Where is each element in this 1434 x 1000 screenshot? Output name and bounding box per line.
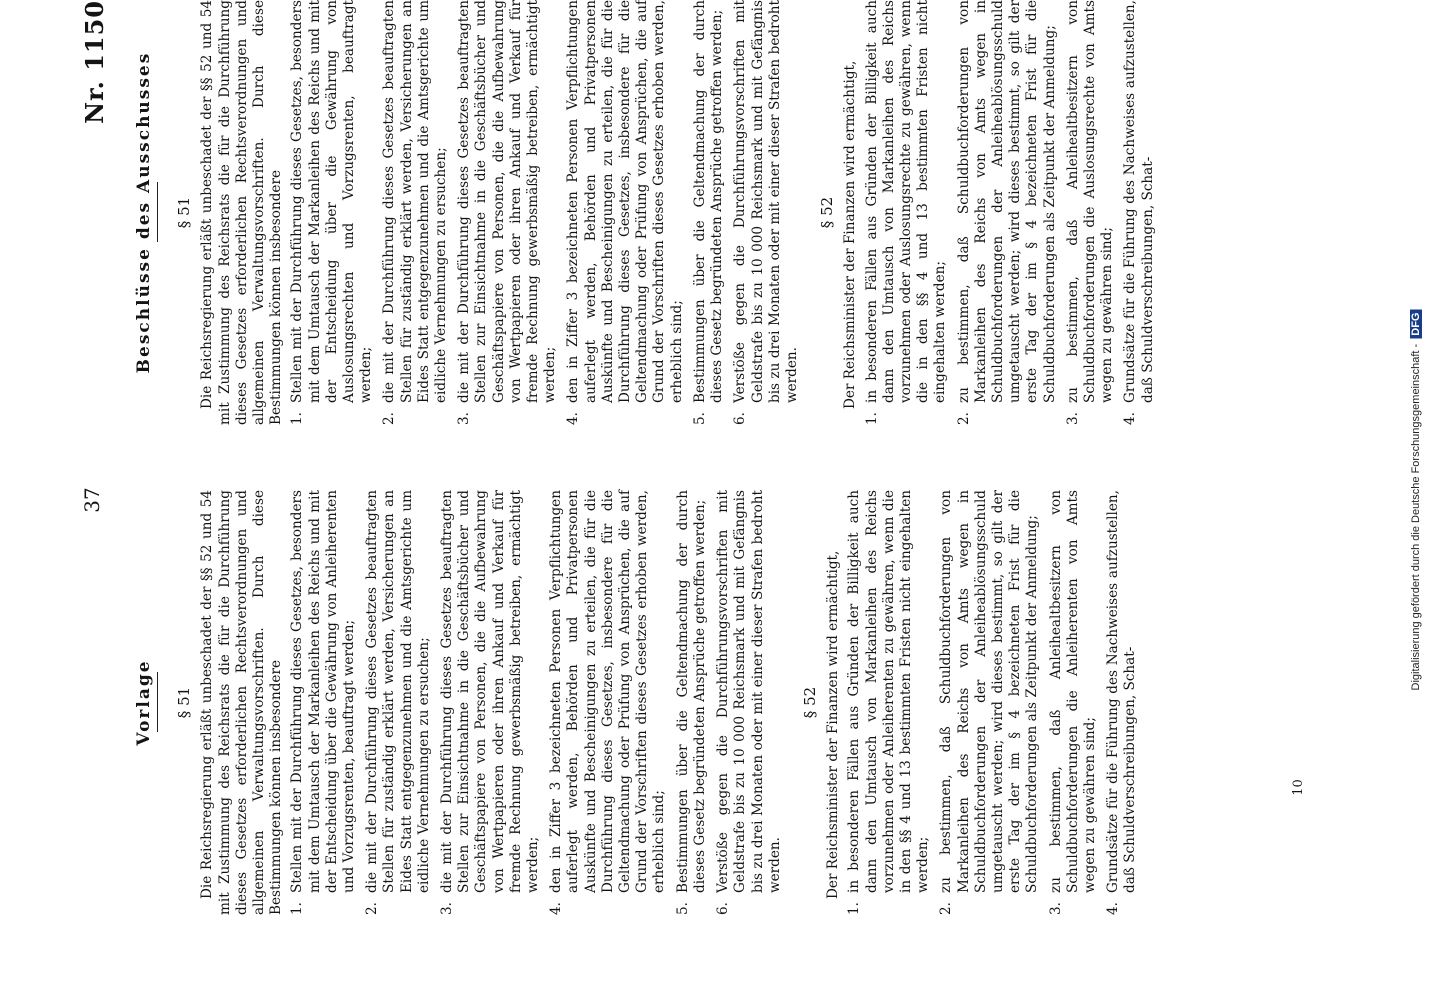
item-text: den in Ziffer 3 bezeichneten Personen Verpflichtungen auferlegt werden, Behörden und Privatpersonen Auskünfte und Bescheinigungen zu erteilen, die für die Durchführung dieses Gesetzes, insbesondere für die Geltendmachung oder Prüfung von Ansprüchen, die auf Grund der Vorschriften dieses Gesetzes erhoben werden, erheblich sind; [565, 0, 685, 403]
section-heading: § 51 [175, 686, 194, 719]
item-number: 3. [456, 412, 473, 425]
list-item [1122, 0, 1156, 425]
section-intro: Die Reichsregierung erläßt unbeschadet der §§ 52 und 54 mit Zustimmung des Reichsrats die für die Durchführung dieses Gesetzes erforderlichen Rechtsverordnungen und allgemeinen Verwaltungsvorschriften. Durch diese Bestimmungen können insbesondere [199, 490, 285, 915]
document-number: Nr. 1150 [80, 0, 109, 124]
item-number: 5. [674, 902, 691, 915]
item-text: in besonderen Fällen aus Gründen der Billigkeit auch dann den Umtausch von Markanleihen des Reichs vorzunehmen oder Anleiherenten zu gewähren, wenn die in den §§ 4 und 13 bestimmten Fristen nicht eingehalten werden; [846, 490, 932, 893]
list-item [548, 490, 668, 915]
section-heading: § 52 [800, 686, 819, 719]
item-number: 1. [289, 902, 306, 915]
item-text: Stellen mit der Durchführung dieses Gesetzes, besonders mit dem Umtausch der Markanleihen des Reichs und mit der Entscheidung über die Gewährung von Auslosungsrechten und Vorzugsrenten, beauftragt werden; [289, 0, 375, 403]
item-number: 4. [1122, 412, 1139, 425]
section-intro: Die Reichsregierung erläßt unbeschadet der §§ 52 und 54 mit Zustimmung des Reichsrats die für die Durchführung dieses Gesetzes erforderlichen Rechtsverordnungen und allgemeinen Verwaltungsvorschriften. Durch diese Bestimmungen können insbesondere [199, 0, 285, 425]
item-number: 1. [289, 412, 306, 425]
item-text: Grundsätze für die Führung des Nachweises aufzustellen, daß Schuldverschreibungen, Schat- [1105, 490, 1139, 893]
page-number: 37 [80, 487, 104, 513]
section-intro: Der Reichsminister der Finanzen wird ermächtigt, [842, 60, 859, 409]
item-text: die mit der Durchführung dieses Gesetzes beauftragten Stellen zur Einsichtnahme in die Geschäftsbücher und Geschäftspapiere von Personen, die die Aufbewahrung von Wertpapieren oder ihren Ankauf und Verkauf für fremde Rechnung gewerbsmäßig betreiben, ermächtigt werden; [439, 490, 542, 893]
dfg-logo: DFG [1410, 310, 1422, 339]
item-text: Stellen mit der Durchführung dieses Gesetzes, besonders mit dem Umtausch der Markanleihen des Reichs und mit der Entscheidung über die Gewährung von Anleiherenten und Vorzugsrenten, beauftragt werden; [289, 490, 358, 893]
item-text: Bestimmungen über die Geltendmachung der durch dieses Gesetz begründeten Ansprüche getroffen werden; [674, 490, 708, 893]
list-item [956, 0, 1059, 425]
list-item [381, 0, 450, 425]
document-page [80, 0, 1410, 1000]
item-number: 4. [1105, 902, 1122, 915]
item-text: den in Ziffer 3 bezeichneten Personen Verpflichtungen auferlegt werden, Behörden und Privatpersonen Auskünfte und Bescheinigungen zu erteilen, die für die Durchführung dieses Gesetzes, insbesondere für die Geltendmachung oder Prüfung von Ansprüchen, die auf Grund der Vorschriften dieses Gesetzes erhoben werden, erheblich sind; [548, 490, 668, 893]
list-item [439, 490, 542, 915]
digitization-credit [1410, 310, 1422, 691]
title-rule [157, 183, 158, 243]
item-number: 3. [1047, 902, 1064, 915]
item-text: Grundsätze für die Führung des Nachweises aufzustellen, daß Schuldverschreibungen, Schat- [1122, 0, 1156, 403]
list-item [675, 490, 709, 915]
item-number: 6. [715, 902, 732, 915]
item-number: 5. [691, 412, 708, 425]
list-item [1065, 0, 1117, 425]
list-item [846, 490, 932, 915]
item-list [846, 490, 1139, 915]
list-item [692, 0, 726, 425]
item-number: 2. [364, 902, 381, 915]
item-number: 2. [381, 412, 398, 425]
item-list [289, 0, 801, 425]
list-item [289, 490, 358, 915]
column-beschluesse [128, 0, 1408, 425]
item-number: 3. [439, 902, 456, 915]
item-number: 2. [955, 412, 972, 425]
section-intro: Der Reichsminister der Finanzen wird ermächtigt, [825, 550, 842, 899]
list-item [938, 490, 1041, 915]
list-item [715, 490, 784, 915]
item-text: zu bestimmen, daß Anleihealtbesitzern von Schuldbuchforderungen die Auslosungsrechte von Amts wegen zu gewähren sind; [1064, 0, 1116, 403]
section-heading: § 52 [818, 196, 837, 229]
list-item [289, 0, 375, 425]
item-number: 6. [732, 412, 749, 425]
item-text: die mit der Durchführung dieses Gesetzes beauftragten Stellen für zuständig erklärt werden, Versicherungen an Eides Statt entgegenzunehmen und die Amtsgerichte um eidliche Vernehmungen zu ersuchen; [381, 0, 450, 403]
item-list [289, 490, 783, 915]
item-text: Verstöße gegen die Durchführungsvorschriften mit Geldstrafe bis zu 10 000 Reichsmark und mit Gefängnis bis zu drei Monaten oder mit einer dieser Strafen bedroht werden. [715, 490, 783, 893]
item-number: 4. [565, 412, 582, 425]
footer-number: 10 [1290, 779, 1306, 796]
item-number: 1. [863, 412, 880, 425]
section-heading: § 51 [175, 196, 194, 229]
list-item [1105, 490, 1139, 915]
column-vorlage [128, 490, 1408, 915]
item-number: 4. [548, 902, 565, 915]
title-rule [157, 673, 158, 733]
digitization-note: Digitalisierung gefördert durch die Deutsche Forschungsgemeinschaft - [1410, 343, 1422, 691]
item-text: zu bestimmen, daß Schuldbuchforderungen von Markanleihen des Reichs von Amts wegen in Schuldbuchforderungen der Anleiheablösungsschuld umgetauscht werden; wird dieses bestimmt, so gilt der erste Tag der im § 4 bezeichneten Frist für die Schuldbuchforderungen als Zeitpunkt der Anmeldung; [955, 0, 1058, 403]
list-item [732, 0, 801, 425]
item-text: die mit der Durchführung dieses Gesetzes beauftragten Stellen für zuständig erklärt werden, Versicherungen an Eides Statt entgegenzunehmen und die Amtsgerichte um eidliche Vernehmungen zu ersuchen; [364, 490, 432, 893]
item-text: die mit der Durchführung dieses Gesetzes beauftragten Stellen zur Einsichtnahme in die Geschäftsbücher und Geschäftspapiere von Personen, die die Aufbewahrung von Wertpapieren oder ihren Ankauf und Verkauf für fremde Rechnung gewerbsmäßig betreiben, ermächtigt werden; [456, 0, 559, 403]
column-title: Beschlüsse des Ausschusses [134, 51, 154, 374]
item-number: 1. [846, 902, 863, 915]
item-text: Verstöße gegen die Durchführungsvorschriften mit Geldstrafe bis zu 10 000 Reichsmark und mit Gefängnis bis zu drei Monaten oder mit einer dieser Strafen bedroht werden. [732, 0, 800, 403]
list-item [364, 490, 433, 915]
list-item [864, 0, 950, 425]
column-title: Vorlage [134, 659, 154, 746]
list-item [1048, 490, 1100, 915]
item-number: 3. [1064, 412, 1081, 425]
item-text: zu bestimmen, daß Anleihealtbesitzern von Schuldbuchforderungen die Anleiherenten von Amts wegen zu gewähren sind; [1047, 490, 1098, 893]
item-text: zu bestimmen, daß Schuldbuchforderungen von Markanleihen des Reichs von Amts wegen in Schuldbuchforderungen der Anleiheablösungsschuld umgetauscht werden; wird dieses bestimmt, so gilt der erste Tag der im § 4 bezeichneten Frist für die Schuldbuchforderungen als Zeitpunkt der Anmeldung; [938, 490, 1041, 893]
item-list [864, 0, 1157, 425]
list-item [456, 0, 559, 425]
item-text: in besonderen Fällen aus Gründen der Billigkeit auch dann den Umtausch von Markanleihen des Reichs vorzunehmen oder Auslosungsrechte zu gewähren, wenn die in den §§ 4 und 13 bestimmten Fristen nicht eingehalten werden; [863, 0, 949, 403]
item-number: 2. [938, 902, 955, 915]
list-item [565, 0, 685, 425]
item-text: Bestimmungen über die Geltendmachung der durch dieses Gesetz begründeten Ansprüche getroffen werden; [691, 0, 726, 403]
